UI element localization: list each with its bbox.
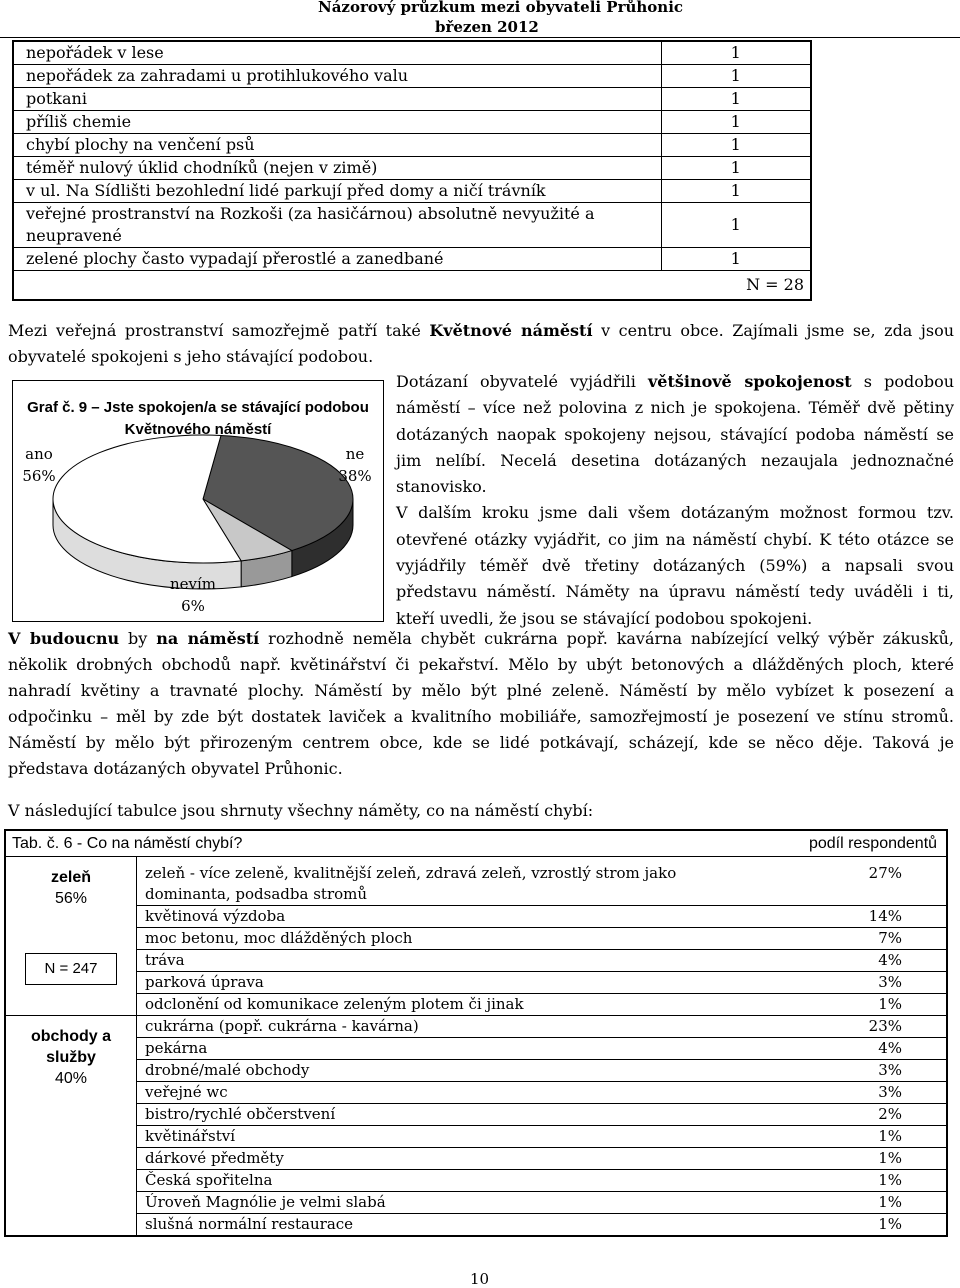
complaint-count: 1 xyxy=(661,180,811,203)
complaint-row xyxy=(13,65,811,88)
category-name: zeleň xyxy=(50,869,91,886)
table-row xyxy=(5,972,947,994)
table2-col-header: podíl respondentů xyxy=(804,830,947,857)
item-text: Úroveň Magnólie je velmi slabá xyxy=(137,1192,805,1214)
item-text: odclonění od komunikace zeleným plotem či jinak xyxy=(137,994,805,1016)
header-date: březen 2012 xyxy=(435,18,539,36)
item-percent: 7% xyxy=(804,928,947,950)
item-text: tráva xyxy=(137,950,805,972)
item-percent: 2% xyxy=(804,1104,947,1126)
category-share: 56% xyxy=(54,890,88,907)
label-ano xyxy=(19,443,59,487)
item-text: zeleň - více zeleně, kvalitnější zeleň, zdravá zeleň, vzrostlý strom jako dominanta, podsadba stromů xyxy=(137,857,805,906)
item-text: drobné/malé obchody xyxy=(137,1060,805,1082)
complaint-total: N = 28 xyxy=(746,275,804,294)
complaint-count: 1 xyxy=(661,248,811,271)
item-percent: 23% xyxy=(804,1016,947,1038)
item-percent: 1% xyxy=(804,994,947,1016)
complaint-text: veřejné prostranství na Rozkoši (za hasičárnou) absolutně nevyužité a neupravené xyxy=(13,203,661,248)
item-text: květinová výzdoba xyxy=(137,906,805,928)
item-text: Česká spořitelna xyxy=(137,1170,805,1192)
table-row xyxy=(5,1016,947,1038)
table-row xyxy=(5,1038,947,1060)
complaint-total-row xyxy=(13,271,811,301)
table-row xyxy=(5,928,947,950)
chart-commentary xyxy=(396,369,954,632)
missing-items-table-body xyxy=(5,830,947,1236)
header-rule xyxy=(0,37,960,38)
label-ano-name: ano xyxy=(25,445,53,463)
category-name: obchody a služby xyxy=(30,1028,111,1066)
complaint-text: příliš chemie xyxy=(13,111,661,134)
complaints-table xyxy=(12,40,812,301)
table-row xyxy=(5,950,947,972)
intro-text-end: v centru obce. Zajímali jsme se, zda jsou obyvatelé spokojeni s jeho stávající podobou. xyxy=(8,321,955,366)
table-row xyxy=(5,1148,947,1170)
sample-size-box: N = 247 xyxy=(25,953,117,985)
item-percent: 1% xyxy=(804,1126,947,1148)
item-text: slušná normální restaurace xyxy=(137,1214,805,1237)
item-percent: 27% xyxy=(804,857,947,906)
table-row xyxy=(5,1060,947,1082)
label-ne xyxy=(335,443,375,487)
commentary-text-end: s podobou náměstí – více než polovina z nich je spokojena. Téměř dvě pětiny dotázaných naopak spokojeny nejsou, stávající podoba náměstí se jim nelíbí. Necelá desetina dotázaných nezaujala jednoznačné stanovisko. xyxy=(396,372,955,497)
item-text: dárkové předměty xyxy=(137,1148,805,1170)
future-text-1: by xyxy=(119,629,157,648)
complaint-count: 1 xyxy=(661,88,811,111)
item-percent: 1% xyxy=(804,1170,947,1192)
complaint-row xyxy=(13,157,811,180)
commentary-text: Dotázaní obyvatelé vyjádřili xyxy=(396,372,648,391)
complaint-text: potkani xyxy=(13,88,661,111)
item-percent: 14% xyxy=(804,906,947,928)
complaint-count: 1 xyxy=(661,65,811,88)
complaint-row xyxy=(13,111,811,134)
item-percent: 3% xyxy=(804,972,947,994)
complaint-count: 1 xyxy=(661,157,811,180)
complaint-row xyxy=(13,88,811,111)
item-text: cukrárna (popř. cukrárna - kavárna) xyxy=(137,1016,805,1038)
complaint-row xyxy=(13,41,811,65)
table-row xyxy=(5,994,947,1016)
complaints-table-body xyxy=(13,41,811,300)
label-ne-name: ne xyxy=(345,445,365,463)
complaint-text: nepořádek za zahradami u protihlukového valu xyxy=(13,65,661,88)
table-row xyxy=(5,1170,947,1192)
complaint-row xyxy=(13,248,811,271)
future-bold-2: na náměstí xyxy=(156,629,260,648)
commentary-bold: většinově spokojenost xyxy=(647,372,852,391)
complaint-row xyxy=(13,134,811,157)
item-text: pekárna xyxy=(137,1038,805,1060)
item-text: veřejné wc xyxy=(137,1082,805,1104)
future-paragraph xyxy=(8,626,954,782)
header-title: Názorový průzkum mezi obyvateli Průhonic xyxy=(318,0,684,16)
complaint-count: 1 xyxy=(661,203,811,248)
intro-paragraph xyxy=(8,318,954,369)
complaint-count: 1 xyxy=(661,134,811,157)
complaint-text: téměř nulový úklid chodníků (nejen v zimě) xyxy=(13,157,661,180)
item-percent: 3% xyxy=(804,1060,947,1082)
table-row xyxy=(5,1214,947,1237)
table-row xyxy=(5,1104,947,1126)
item-percent: 4% xyxy=(804,1038,947,1060)
table-row xyxy=(5,857,947,906)
table2-header-row xyxy=(5,830,947,857)
category-share: 40% xyxy=(54,1070,88,1087)
label-nevim-name: nevím xyxy=(169,575,217,593)
table-row xyxy=(5,906,947,928)
missing-items-table xyxy=(4,829,948,1237)
page-header xyxy=(0,0,960,38)
complaint-text: v ul. Na Sídlišti bezohlední lidé parkují před domy a ničí trávník xyxy=(13,180,661,203)
commentary-open-question: V dalším kroku jsme dali všem dotázaným možnost formou tzv. otevřené otázky vyjádřit, co jim na náměstí chybí. K této otázce se vyjádřily téměř dvě třetiny dotázaných (59%) a napsali svou představu náměstí. Náměty na úpravu náměstí tedy uváděli i ti, kteří uvedli, že jsou se stávající podobou spokojeni. xyxy=(396,503,954,628)
complaint-text: zelené plochy často vypadají přerostlé a zanedbané xyxy=(13,248,661,271)
intro-bold: Květnové náměstí xyxy=(429,321,593,340)
item-text: bistro/rychlé občerstvení xyxy=(137,1104,805,1126)
label-nevim xyxy=(163,573,223,617)
item-text: moc betonu, moc dlážděných ploch xyxy=(137,928,805,950)
future-bold-1: V budoucnu xyxy=(8,629,120,648)
item-percent: 4% xyxy=(804,950,947,972)
category-cell xyxy=(5,857,137,1016)
item-text: květinářství xyxy=(137,1126,805,1148)
label-ne-pct: 38% xyxy=(338,467,372,485)
table-row xyxy=(5,1126,947,1148)
complaint-count: 1 xyxy=(661,41,811,65)
item-percent: 1% xyxy=(804,1214,947,1237)
complaint-row xyxy=(13,180,811,203)
category-cell xyxy=(5,1016,137,1237)
label-ano-pct: 56% xyxy=(22,467,56,485)
table-row xyxy=(5,1082,947,1104)
complaint-text: nepořádek v lese xyxy=(13,41,661,65)
complaint-row xyxy=(13,203,811,248)
item-percent: 1% xyxy=(804,1192,947,1214)
table2-title: Tab. č. 6 - Co na náměstí chybí? xyxy=(5,830,804,857)
complaint-text: chybí plochy na venčení psů xyxy=(13,134,661,157)
intro-text: Mezi veřejná prostranství samozřejmě patří také xyxy=(8,321,430,340)
item-percent: 1% xyxy=(804,1148,947,1170)
total-spacer xyxy=(13,271,661,301)
label-nevim-pct: 6% xyxy=(181,597,205,615)
chart-title: Graf č. 9 – Jste spokojen/a se stávající podobou Květnového náměstí xyxy=(27,399,369,438)
table-row xyxy=(5,1192,947,1214)
future-text-2: rozhodně neměla chybět cukrárna popř. kavárna nabízející velký výběr zákusků, několik drobných obchodů např. květinářství či pekařství. Mělo by ubýt betonových a dlážděných ploch, které nahradí květiny a travnaté plochy. Náměstí by mělo být plné zeleně. Náměstí by mělo vybízet k posezení a odpočinku – měl by zde být dostatek laviček a kvalitního mobiliáře, samozřejmostí je posezení ve stínu stromů. Náměstí by mělo být přirozeným centrem obce, kde se lidé potkávají, scházejí, kde se něco děje. Taková je představa dotázaných obyvatel Průhonic. xyxy=(8,629,955,778)
complaint-count: 1 xyxy=(661,111,811,134)
page-number: 10 xyxy=(470,1270,490,1288)
item-percent: 3% xyxy=(804,1082,947,1104)
table-intro: V následující tabulce jsou shrnuty všechny náměty, co na náměstí chybí: xyxy=(8,801,594,820)
item-text: parková úprava xyxy=(137,972,805,994)
